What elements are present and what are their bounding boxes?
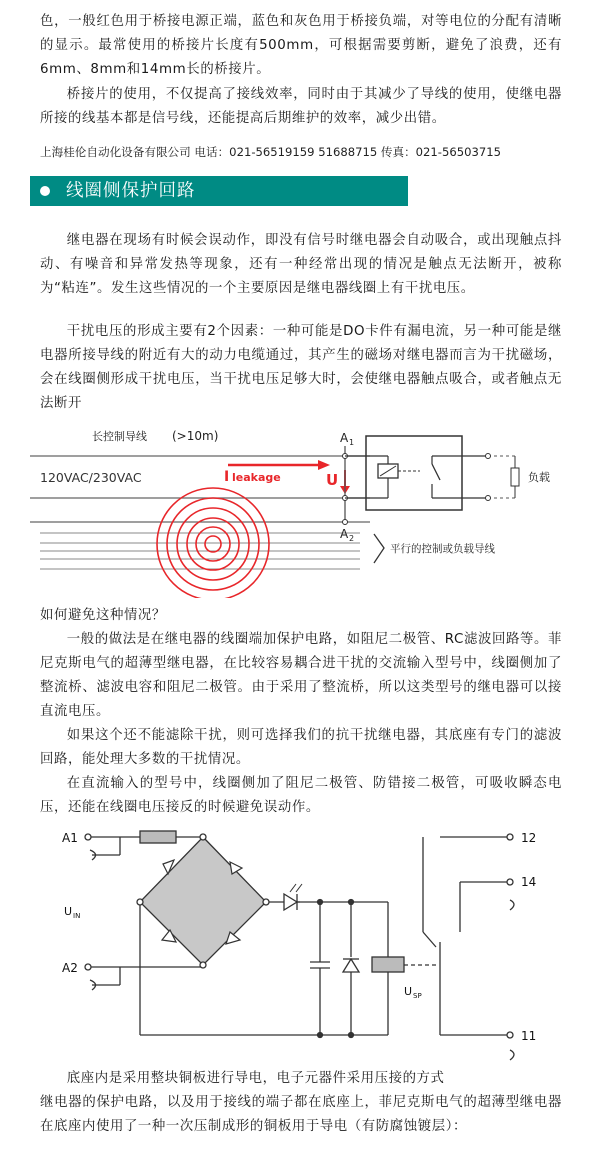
- company-contact-line: 上海桂伦自动化设备有限公司 电话：021-56519159 51688715 传真：021-56503715: [40, 145, 501, 159]
- voltage-label: U: [326, 471, 339, 489]
- usp-label: U: [404, 985, 413, 998]
- load-resistor: [511, 468, 519, 486]
- contact-12-label: 12: [521, 831, 537, 845]
- a1-terminal-label: A1: [62, 831, 78, 845]
- answer-paragraph-1: 一般的做法是在继电器的线圈端加保护电路，如阻尼二极管、RC滤波回路等。菲尼克斯电气的超薄型继电器，在比较容易耦合进干扰的交流输入型号中，线圈侧加了整流桥、滤波电容和阻尼二极管。由于采用了整流桥，所以这类型号的继电器可以接直流电压。: [40, 632, 562, 719]
- parallel-wires: [40, 533, 360, 569]
- section-title: 线圈侧保护回路: [66, 181, 196, 201]
- section-paragraph-1: 继电器在现场有时候会误动作，即没有信号时继电器会自动吸合，或出现触点抖动、有噪音和异常发热等现象，还有一种经常出现的情况是触点无法断开，被称为“粘连”。发生这些情况的一个主要原因是继电器线圈上有干扰电压。: [40, 233, 562, 296]
- contact-14-label: 14: [521, 875, 537, 889]
- load-label: 负载: [528, 471, 550, 484]
- svg-text:IN: IN: [73, 912, 81, 920]
- svg-text:SP: SP: [413, 992, 422, 1000]
- led-light-icon: [290, 884, 302, 892]
- leakage-label: I: [224, 469, 230, 485]
- white-circle-icon: [40, 186, 50, 196]
- closing-paragraph-rest: 继电器的保护电路，以及用于接线的端子都在底座上，菲尼克斯电气的超薄型继电器在底座内使用了一种一次压制成形的铜板用于导电（有防腐蚀镀层）：: [40, 1095, 562, 1134]
- svg-text:1: 1: [349, 438, 355, 447]
- uin-label: U: [64, 905, 73, 918]
- interference-diagram: [0, 418, 593, 598]
- contact-11-label: 11: [521, 1029, 537, 1043]
- relay-contact: [432, 464, 440, 480]
- parallel-label: 平行的控制或负载导线: [390, 543, 495, 555]
- long-wire-length: (>10m): [172, 429, 219, 443]
- question-line: 如何避免这种情况？: [40, 608, 166, 623]
- parallel-bracket: [374, 534, 384, 563]
- section-header: [30, 176, 408, 206]
- a1-label: A: [340, 431, 349, 445]
- intro-paragraph-2: 桥接片的使用，不仅提高了接线效率，同时由于其减少了导线的使用，使继电器所接的线基本都是信号线，还能提高后期维护的效率，减少出错。: [40, 87, 562, 126]
- a2-terminal-label: A2: [62, 961, 78, 975]
- closing-paragraph-first-line: 底座内是采用整块铜板进行导电，电子元器件采用压接的方式: [66, 1071, 445, 1086]
- a2-label: A: [340, 527, 349, 541]
- answer-paragraph-3: 在直流输入的型号中，线圈侧加了阻尼二极管、防错接二极管，可吸收瞬态电压，还能在线圈电压接反的时候避免误动作。: [40, 776, 562, 815]
- long-wire-label: 长控制导线: [92, 430, 147, 443]
- leakage-sub: leakage: [232, 471, 281, 484]
- answer-paragraph-2: 如果这个还不能滤除干扰，则可选择我们的抗干扰继电器，其底座有专门的滤波回路，能处理大多数的干扰情况。: [40, 728, 562, 767]
- section-paragraph-2: 干扰电压的形成主要有2个因素：一种可能是DO卡件有漏电流，另一种可能是继电器所接导线的附近有大的动力电缆通过，其产生的磁场对继电器而言为干扰磁场，会在线圈侧形成干扰电压，当干扰电压足够大时，会使继电器触点吸合，或者触点无法断开: [40, 324, 562, 411]
- leakage-arrow-head: [318, 460, 330, 470]
- terminal-a2: [343, 520, 348, 525]
- svg-text:2: 2: [349, 534, 355, 543]
- supply-label: 120VAC/230VAC: [40, 470, 142, 485]
- intro-paragraph-1: 色，一般红色用于桥接电源正端，蓝色和灰色用于桥接负端，对等电位的分配有清晰的显示。最常使用的桥接片长度有500mm，可根据需要剪断，避免了浪费，还有6mm、8mm和14mm长的桥接片。: [40, 14, 562, 77]
- relay-box: [366, 436, 462, 510]
- coil-protection-circuit: [0, 822, 593, 1062]
